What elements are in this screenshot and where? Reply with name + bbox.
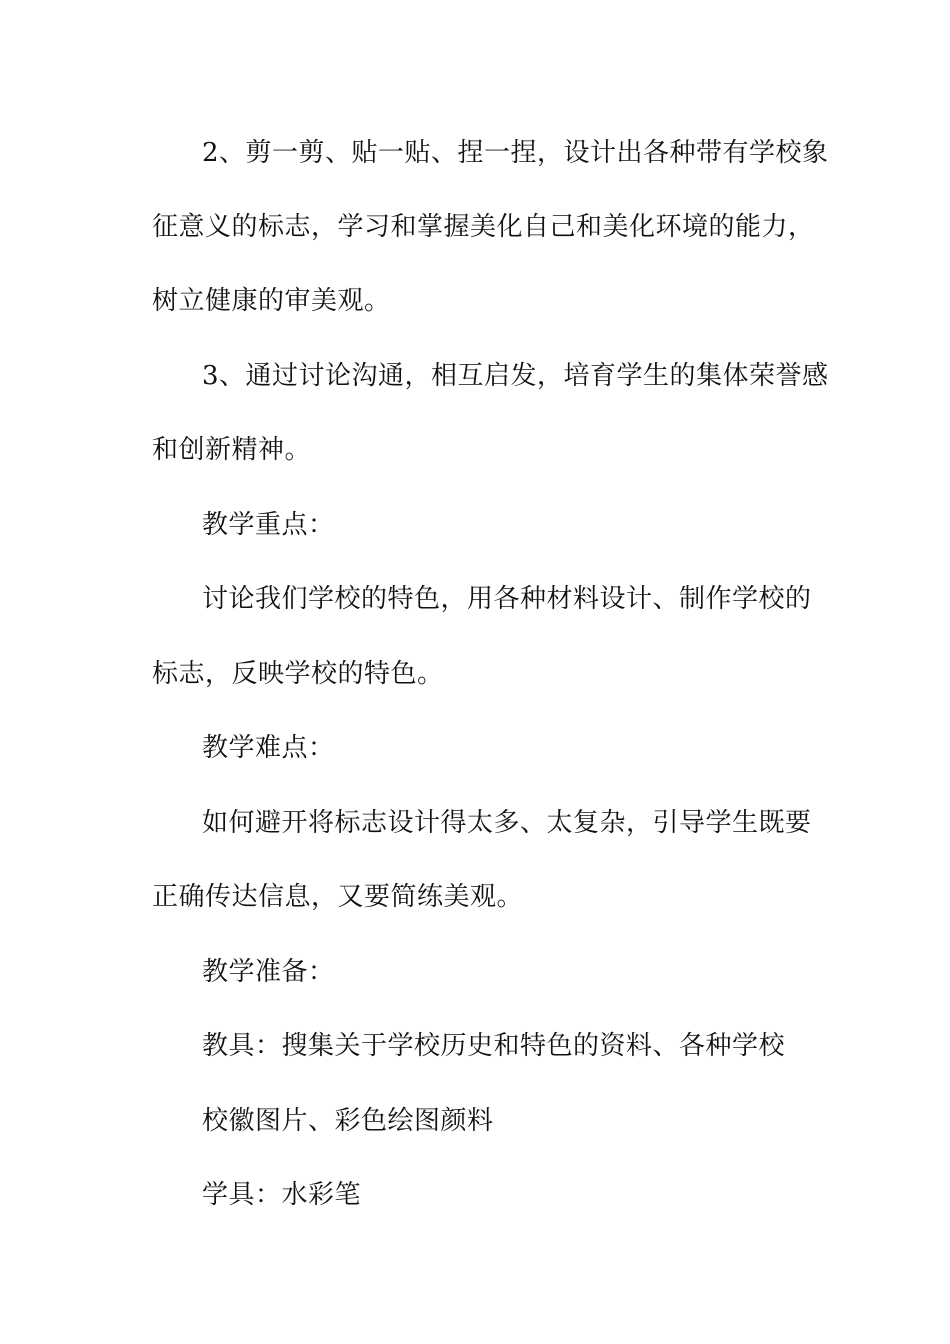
objective-3-line-1: 3、通过讨论沟通，相互启发，培育学生的集体荣誉感 (202, 361, 829, 391)
key-points-line-2: 标志，反映学校的特色。 (152, 659, 444, 689)
objective-2-line-2: 征意义的标志，学习和掌握美化自己和美化环境的能力， (152, 212, 815, 242)
teaching-aids-line-2: 校徽图片、彩色绘图颜料 (202, 1106, 494, 1136)
student-tools-line: 学具：水彩笔 (202, 1180, 362, 1210)
preparation-heading: 教学准备： (202, 957, 335, 987)
objective-3-line-2: 和创新精神。 (152, 435, 312, 465)
teaching-aids-line-1: 教具：搜集关于学校历史和特色的资料、各种学校 (202, 1031, 786, 1061)
key-points-line-1: 讨论我们学校的特色，用各种材料设计、制作学校的 (202, 584, 812, 614)
objective-2-line-3: 树立健康的审美观。 (152, 286, 391, 316)
difficulties-heading: 教学难点： (202, 733, 335, 763)
difficulties-line-2: 正确传达信息，又要简练美观。 (152, 882, 524, 912)
objective-2-line-1: 2、剪一剪、贴一贴、捏一捏，设计出各种带有学校象 (202, 138, 829, 168)
key-points-heading: 教学重点： (202, 510, 335, 540)
difficulties-line-1: 如何避开将标志设计得太多、太复杂，引导学生既要 (202, 808, 812, 838)
